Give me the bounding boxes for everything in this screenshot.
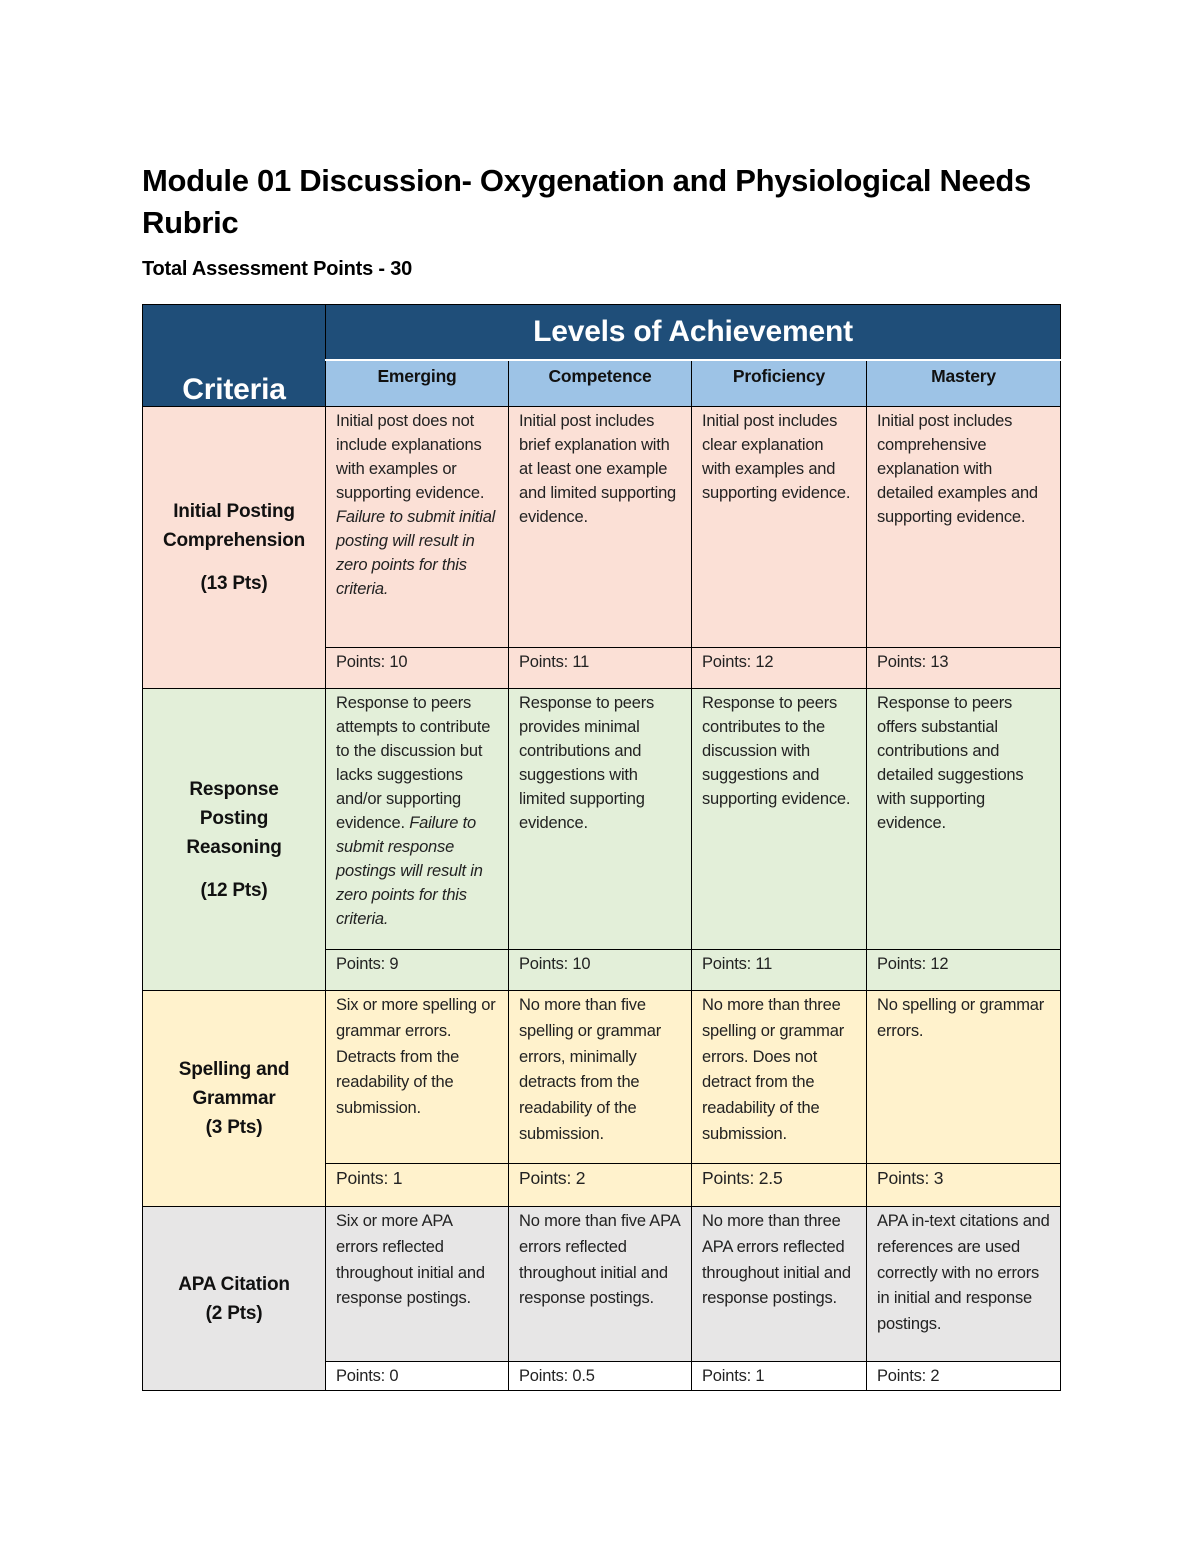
criterion-name: Spelling and Grammar	[178, 1059, 290, 1109]
points-cell: Points: 9	[326, 950, 509, 991]
points-cell: Points: 2	[509, 1164, 692, 1207]
criterion-spelling-grammar	[143, 991, 326, 1207]
failure-note: Failure to submit response postings will result in zero points for this criteria.	[336, 814, 483, 928]
description-cell: No spelling or grammar errors.	[867, 991, 1061, 1164]
criterion-name: Response Posting Reasoning	[186, 778, 282, 858]
criterion-points: (3 Pts)	[205, 1117, 263, 1138]
description-cell	[326, 689, 509, 950]
points-cell: Points: 2	[867, 1362, 1061, 1391]
description-cell: APA in-text citations and references are used correctly with no errors in initial and response postings.	[867, 1207, 1061, 1362]
description-cell: Response to peers offers substantial contributions and detailed suggestions with supporting evidence.	[867, 689, 1061, 950]
points-cell: Points: 13	[867, 648, 1061, 689]
points-cell: Points: 12	[692, 648, 867, 689]
description-cell: No more than three APA errors reflected throughout initial and response postings.	[692, 1207, 867, 1362]
table-row	[143, 689, 1061, 950]
document-title: Module 01 Discussion- Oxygenation and Physiological Needs Rubric	[142, 163, 1031, 240]
total-assessment-points: Total Assessment Points - 30	[142, 258, 413, 280]
criterion-response-posting	[143, 689, 326, 991]
level-mastery: Mastery	[867, 360, 1061, 407]
table-row	[143, 407, 1061, 648]
points-cell: Points: 0.5	[509, 1362, 692, 1391]
level-competence: Competence	[509, 360, 692, 407]
points-cell: Points: 10	[509, 950, 692, 991]
points-cell: Points: 3	[867, 1164, 1061, 1207]
description-cell: Six or more spelling or grammar errors. Detracts from the readability of the submission.	[326, 991, 509, 1164]
points-cell: Points: 12	[867, 950, 1061, 991]
points-cell: Points: 11	[692, 950, 867, 991]
level-emerging: Emerging	[326, 360, 509, 407]
points-cell: Points: 1	[692, 1362, 867, 1391]
description-cell: Response to peers contributes to the discussion with suggestions and supporting evidence.	[692, 689, 867, 950]
failure-note: Failure to submit initial posting will result in zero points for this criteria.	[336, 508, 496, 598]
criterion-points: (13 Pts)	[200, 573, 268, 594]
criterion-name: APA Citation	[178, 1273, 290, 1295]
criterion-name: Initial Posting Comprehension	[162, 501, 306, 551]
criterion-points: (2 Pts)	[205, 1302, 263, 1324]
table-row	[143, 991, 1061, 1164]
rubric-table	[142, 304, 1061, 1391]
criterion-apa-citation	[143, 1207, 326, 1391]
criterion-points: (12 Pts)	[200, 879, 268, 901]
description-cell: Initial post includes brief explanation with at least one example and limited supporting evidence.	[509, 407, 692, 648]
description-cell: Initial post includes comprehensive explanation with detailed examples and supporting evidence.	[867, 407, 1061, 648]
points-cell: Points: 10	[326, 648, 509, 689]
table-row	[143, 1207, 1061, 1362]
description-cell: No more than five spelling or grammar errors, minimally detracts from the readability of the submission.	[509, 991, 692, 1164]
description-cell: No more than five APA errors reflected throughout initial and response postings.	[509, 1207, 692, 1362]
points-cell: Points: 2.5	[692, 1164, 867, 1207]
criterion-initial-posting	[143, 407, 326, 689]
description-text: Initial post does not include explanations with examples or supporting evidence.	[336, 412, 485, 502]
level-proficiency: Proficiency	[692, 360, 867, 407]
description-cell: Six or more APA errors reflected throughout initial and response postings.	[326, 1207, 509, 1362]
description-cell: Response to peers provides minimal contributions and suggestions with limited supporting evidence.	[509, 689, 692, 950]
description-text: Response to peers attempts to contribute to the discussion but lacks suggestions and/or supporting evidence.	[336, 694, 491, 832]
description-cell: No more than three spelling or grammar errors. Does not detract from the readability of the submission.	[692, 991, 867, 1164]
criteria-header: Criteria	[143, 305, 326, 407]
description-cell	[326, 407, 509, 648]
levels-of-achievement-header: Levels of Achievement	[326, 305, 1061, 361]
points-cell: Points: 1	[326, 1164, 509, 1207]
points-cell: Points: 11	[509, 648, 692, 689]
description-cell: Initial post includes clear explanation with examples and supporting evidence.	[692, 407, 867, 648]
points-cell: Points: 0	[326, 1362, 509, 1391]
